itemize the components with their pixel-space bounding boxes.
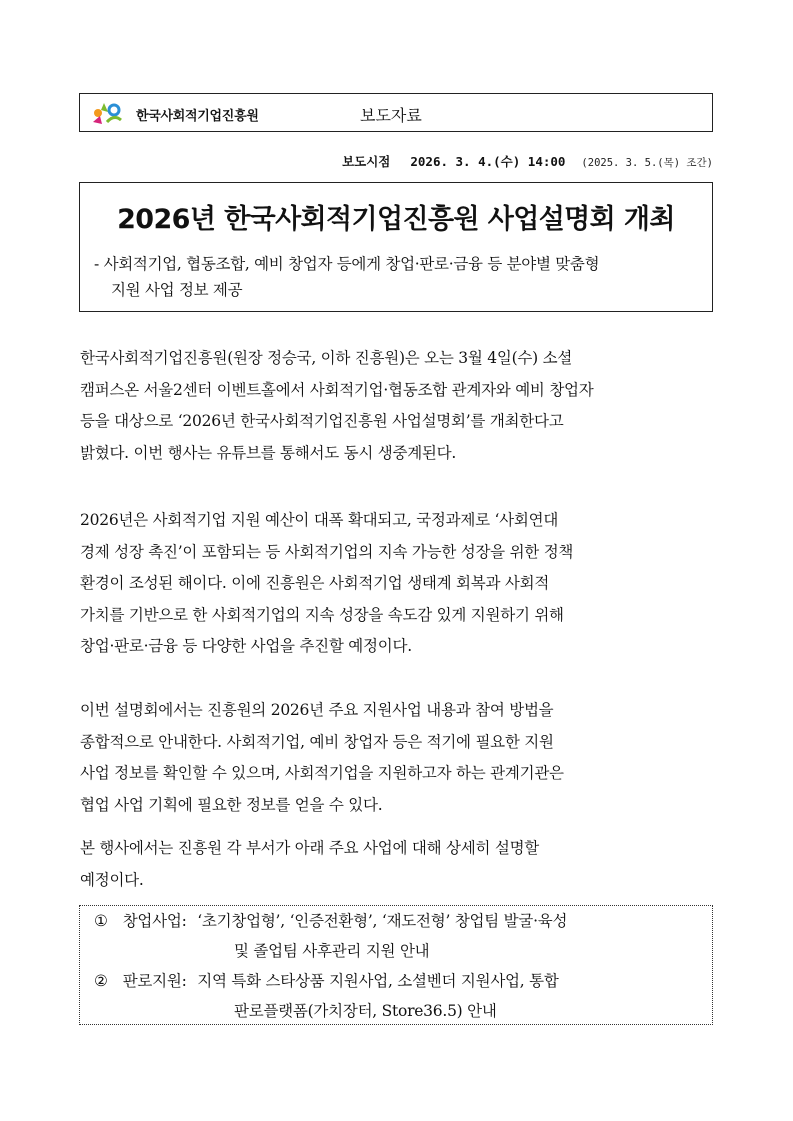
program-description-cont: 및 졸업팀 사후관리 지원 안내 — [234, 942, 430, 960]
program-description-cont: 판로플랫폼(가치장터, Store36.5) 안내 — [234, 1002, 497, 1020]
program-description: 지역 특화 스타상품 지원사업, 소셜벤더 지원사업, 통합 — [197, 972, 559, 990]
paragraph-line: 캠퍼스온 서울2센터 이벤트홀에서 사회적기업·협동조합 관계자와 예비 창업자 — [80, 380, 594, 399]
body-paragraph — [80, 695, 716, 821]
release-info — [342, 152, 713, 170]
organization-name: 한국사회적기업진흥원 — [136, 109, 259, 124]
program-number: ① — [94, 912, 108, 930]
release-label: 보도시점 — [342, 154, 391, 169]
paragraph-line: 협업 사업 기획에 필요한 정보를 얻을 수 있다. — [80, 795, 383, 814]
paragraph-line: 2026년은 사회적기업 지원 예산이 대폭 확대되고, 국정과제로 ‘사회연대 — [80, 511, 559, 529]
program-name: 창업사업: — [122, 912, 187, 930]
body-paragraph — [80, 343, 716, 469]
paragraph-line: 본 행사에서는 진흥원 각 부서가 아래 주요 사업에 대해 상세히 설명할 — [80, 839, 540, 857]
paragraph-line: 사업 정보를 확인할 수 있으며, 사회적기업을 지원하고자 하는 관계기관은 — [80, 764, 564, 782]
paragraph-line: 예정이다. — [80, 870, 144, 889]
program-list-box — [79, 905, 713, 1025]
body-paragraph — [80, 505, 716, 663]
organization-logo-icon — [90, 100, 124, 126]
paragraph-line: 환경이 조성된 해이다. 이에 진흥원은 사회적기업 생태계 회복과 사회적 — [80, 574, 550, 592]
paragraph-line: 등을 대상으로 ‘2026년 한국사회적기업진흥원 사업설명회’를 개최한다고 — [80, 412, 564, 430]
paragraph-line: 이번 설명회에서는 진흥원의 2026년 주요 지원사업 내용과 참여 방법을 — [80, 701, 554, 719]
release-datetime: 2026. 3. 4.(수) 14:00 — [410, 154, 566, 169]
program-number: ② — [94, 972, 108, 990]
program-item — [80, 966, 712, 1026]
paragraph-line: 경제 성장 촉진’이 포함되는 등 사회적기업의 지속 가능한 성장을 위한 정책 — [80, 542, 574, 561]
subtitle-line: - 사회적기업, 협동조합, 예비 창업자 등에게 창업·판로·금융 등 분야별 맞춤형 — [94, 255, 600, 273]
paragraph-line: 한국사회적기업진흥원(원장 정승국, 이하 진흥원)은 오는 3월 4일(수) 소셜 — [80, 349, 573, 367]
program-item — [80, 906, 712, 966]
program-name: 판로지원: — [122, 972, 187, 990]
paragraph-line: 종합적으로 안내한다. 사회적기업, 예비 창업자 등은 적기에 필요한 지원 — [80, 732, 554, 751]
embargo-note: (2025. 3. 5.(목) 조간) — [581, 157, 713, 169]
headline-box — [79, 182, 713, 312]
subtitle-line: 지원 사업 정보 제공 — [111, 281, 243, 299]
headline-subtitle — [94, 251, 702, 303]
paragraph-line: 가치를 기반으로 한 사회적기업의 지속 성장을 속도감 있게 지원하기 위해 — [80, 605, 564, 624]
document-type: 보도자료 — [360, 106, 422, 125]
header-box — [79, 93, 713, 132]
program-description: ‘초기창업형’, ‘인증전환형’, ‘재도전형’ 창업팀 발굴·육성 — [197, 912, 568, 930]
paragraph-line: 밝혔다. 이번 행사는 유튜브를 통해서도 동시 생중계된다. — [80, 443, 457, 462]
paragraph-line: 창업·판로·금융 등 다양한 사업을 추진할 예정이다. — [80, 637, 412, 655]
body-paragraph — [80, 833, 716, 896]
headline-title: 2026년 한국사회적기업진흥원 사업설명회 개최 — [117, 204, 675, 235]
